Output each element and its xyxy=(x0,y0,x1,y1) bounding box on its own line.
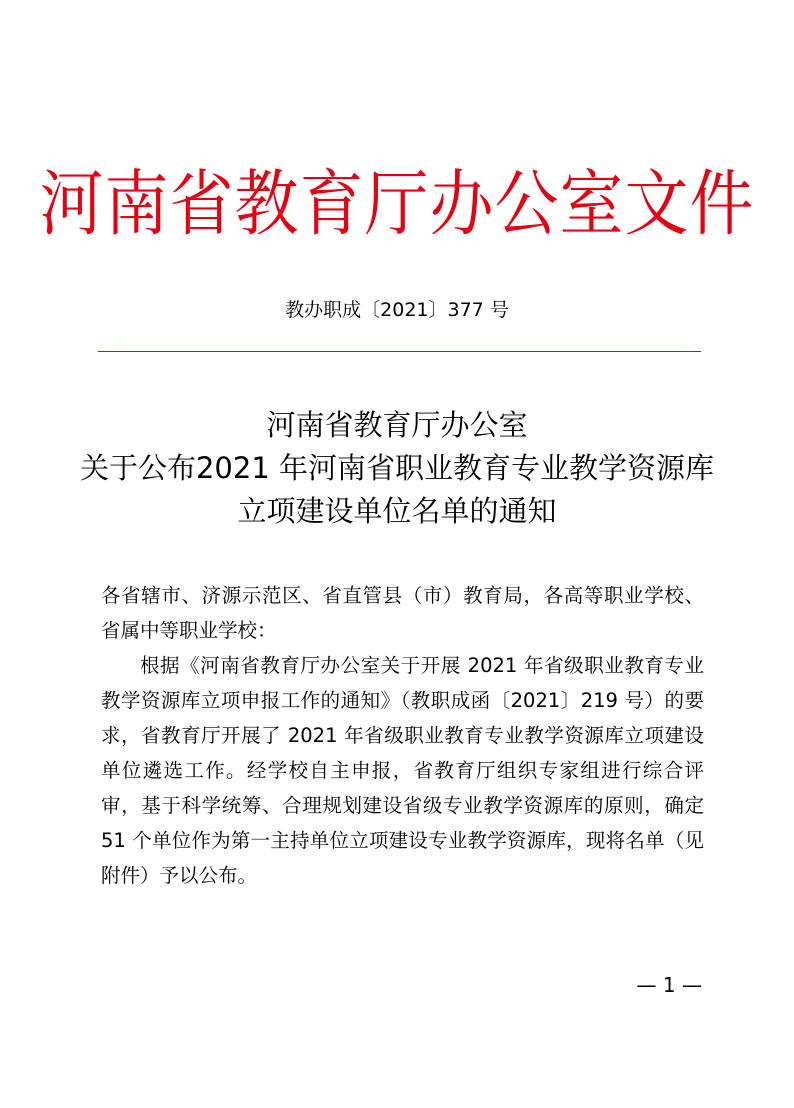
salutation: 各省辖市、济源示范区、省直管县（市）教育局，各高等职业学校、省属中等职业学校： xyxy=(101,584,704,642)
document-body xyxy=(101,578,704,893)
title-line-1: 河南省教育厅办公室 xyxy=(266,408,528,442)
red-divider xyxy=(98,351,701,352)
document-title xyxy=(0,404,794,533)
body-paragraph: 根据《河南省教育厅办公室关于开展 2021 年省级职业教育专业教学资源库立项申报工作的通知》（教职成函〔2021〕219 号）的要求，省教育厅开展了 2021 年省级职业教育专业教学资源库立项建设单位遴选工作。经学校自主申报，省教育厅组织专家组进行综合评审，基于科学统筹、合理规划建设省级专业教学资源库的原则，确定 51 个单位作为第一主持单位立项建设专业教学资源库，现将名单（见附件）予以公布。 xyxy=(101,654,704,887)
title-line-3: 立项建设单位名单的通知 xyxy=(237,494,557,528)
document-number: 教办职成〔2021〕377 号 xyxy=(285,299,509,321)
document-masthead: 河南省教育厅办公室文件 xyxy=(39,163,755,247)
title-line-2: 关于公布2021 年河南省职业教育专业教学资源库 xyxy=(79,451,715,485)
page-number: — 1 — xyxy=(636,973,702,997)
